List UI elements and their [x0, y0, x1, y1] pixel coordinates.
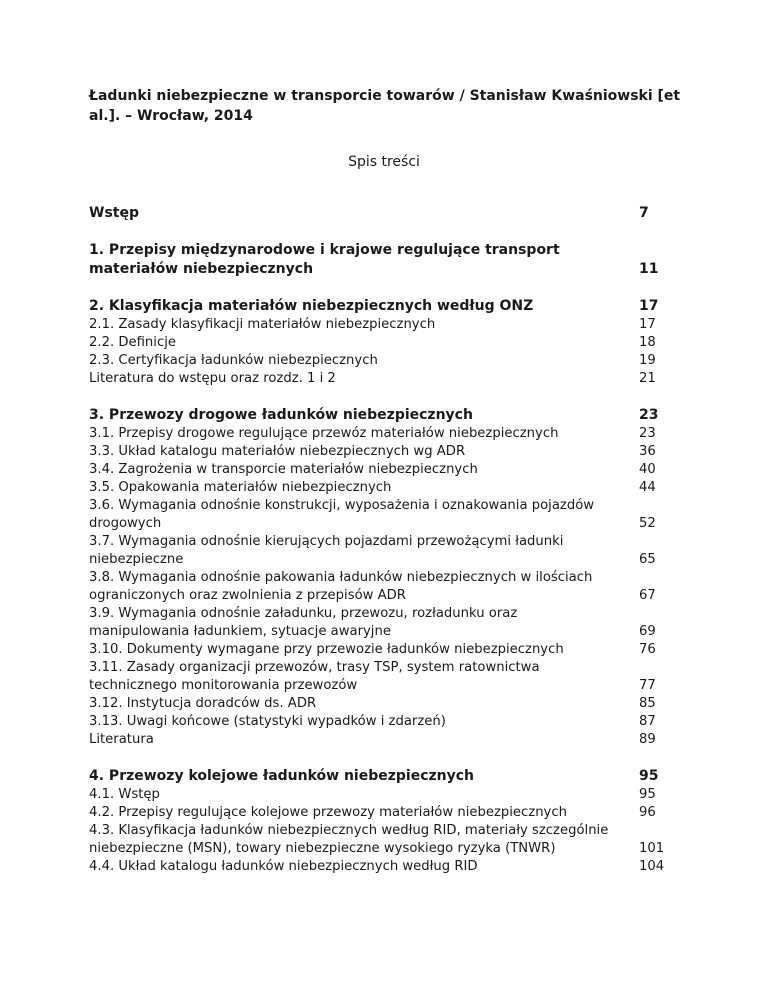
toc-page: 40: [639, 462, 656, 477]
toc-entry: [89, 425, 669, 443]
toc-entry: [89, 822, 669, 858]
toc-title: 2.1. Zasady klasyfikacji materiałów niebezpiecznych: [89, 317, 436, 332]
toc-page: 17: [639, 317, 656, 332]
toc-entry: [89, 641, 669, 659]
toc-entry: [89, 695, 669, 713]
toc-title: 3.11. Zasady organizacji przewozów, trasy TSP, system ratownictwa technicznego monitorowania przewozów: [89, 660, 540, 693]
toc-title: 1. Przepisy międzynarodowe i krajowe regulujące transport materiałów niebezpiecznych: [89, 242, 560, 277]
toc-page: 89: [639, 732, 656, 747]
toc-title: 4.4. Układ katalogu ładunków niebezpiecznych według RID: [89, 859, 478, 874]
toc-page: 104: [639, 859, 665, 874]
toc-title: 3.1. Przepisy drogowe regulujące przewóz materiałów niebezpiecznych: [89, 426, 559, 441]
toc-chapter: [89, 241, 669, 279]
toc-page: 7: [639, 205, 649, 221]
table-of-contents: [89, 204, 669, 876]
toc-page: 52: [639, 516, 656, 531]
toc-page: 67: [639, 588, 656, 603]
toc-entry: [89, 334, 669, 352]
toc-entry: [89, 659, 669, 695]
toc-entry: [89, 858, 669, 876]
toc-title: 3.5. Opakowania materiałów niebezpiecznych: [89, 480, 392, 495]
document-header: Ładunki niebezpieczne w transporcie towarów / Stanisław Kwaśniowski [et al.]. – Wrocław, 2014: [89, 88, 681, 124]
toc-entry: [89, 569, 669, 605]
toc-title: Literatura: [89, 732, 154, 747]
toc-title: Literatura do wstępu oraz rozdz. 1 i 2: [89, 371, 336, 386]
toc-entry: [89, 804, 669, 822]
toc-title: 2. Klasyfikacja materiałów niebezpiecznych według ONZ: [89, 298, 534, 314]
toc-entry: [89, 533, 669, 569]
toc-title: 3.7. Wymagania odnośnie kierujących pojazdami przewożącymi ładunki niebezpieczne: [89, 534, 564, 567]
toc-title: 4.2. Przepisy regulujące kolejowe przewozy materiałów niebezpiecznych: [89, 805, 567, 820]
toc-page: 21: [639, 371, 656, 386]
page-title: Spis treści: [348, 154, 420, 170]
toc-entry: [89, 352, 669, 370]
toc-page: 18: [639, 335, 656, 350]
toc-title: 4. Przewozy kolejowe ładunków niebezpiecznych: [89, 768, 475, 784]
toc-page: 76: [639, 642, 656, 657]
toc-page: 17: [639, 298, 659, 314]
toc-page: 85: [639, 696, 656, 711]
toc-title: 3.10. Dokumenty wymagane przy przewozie ładunków niebezpiecznych: [89, 642, 564, 657]
toc-title: 3.9. Wymagania odnośnie załadunku, przewozu, rozładunku oraz manipulowania ładunkiem, sytuacje awaryjne: [89, 606, 518, 639]
toc-entry: [89, 731, 669, 749]
toc-page: 11: [639, 261, 659, 277]
toc-chapter: [89, 767, 669, 786]
toc-page: 95: [639, 768, 659, 784]
toc-title: 4.1. Wstęp: [89, 787, 160, 802]
toc-entry: [89, 497, 669, 533]
toc-title: 3. Przewozy drogowe ładunków niebezpiecznych: [89, 407, 473, 423]
toc-entry: [89, 370, 669, 388]
toc-page: 101: [639, 841, 665, 856]
toc-page: 23: [639, 426, 656, 441]
toc-chapter: [89, 297, 669, 316]
toc-title: 2.3. Certyfikacja ładunków niebezpiecznych: [89, 353, 378, 368]
toc-entry: [89, 443, 669, 461]
toc-title: Wstęp: [89, 205, 139, 221]
toc-chapter: [89, 406, 669, 425]
toc-page: 96: [639, 805, 656, 820]
toc-title: 2.2. Definicje: [89, 335, 176, 350]
toc-title: 3.8. Wymagania odnośnie pakowania ładunków niebezpiecznych w ilościach ograniczonych oraz zwolnienia z przepisów ADR: [89, 570, 593, 603]
toc-entry: [89, 786, 669, 804]
toc-entry: [89, 605, 669, 641]
toc-chapter: [89, 204, 669, 223]
toc-title: 3.12. Instytucja doradców ds. ADR: [89, 696, 317, 711]
toc-title: 3.13. Uwagi końcowe (statystyki wypadków i zdarzeń): [89, 714, 446, 729]
toc-page: 44: [639, 480, 656, 495]
toc-title: 3.3. Układ katalogu materiałów niebezpiecznych wg ADR: [89, 444, 466, 459]
toc-entry: [89, 316, 669, 334]
toc-page: 77: [639, 678, 656, 693]
toc-page: 69: [639, 624, 656, 639]
toc-page: 36: [639, 444, 656, 459]
toc-page: 23: [639, 407, 659, 423]
toc-page: 65: [639, 552, 656, 567]
toc-title: 3.4. Zagrożenia w transporcie materiałów niebezpiecznych: [89, 462, 478, 477]
toc-entry: [89, 461, 669, 479]
toc-entry: [89, 713, 669, 731]
toc-page: 87: [639, 714, 656, 729]
toc-page: 95: [639, 787, 656, 802]
toc-title: 3.6. Wymagania odnośnie konstrukcji, wyposażenia i oznakowania pojazdów drogowych: [89, 498, 595, 531]
toc-entry: [89, 479, 669, 497]
toc-title: 4.3. Klasyfikacja ładunków niebezpiecznych według RID, materiały szczególnie niebezpieczne (MSN), towary niebezpieczne wysokiego ryzyka (TNWR): [89, 823, 609, 856]
toc-page: 19: [639, 353, 656, 368]
